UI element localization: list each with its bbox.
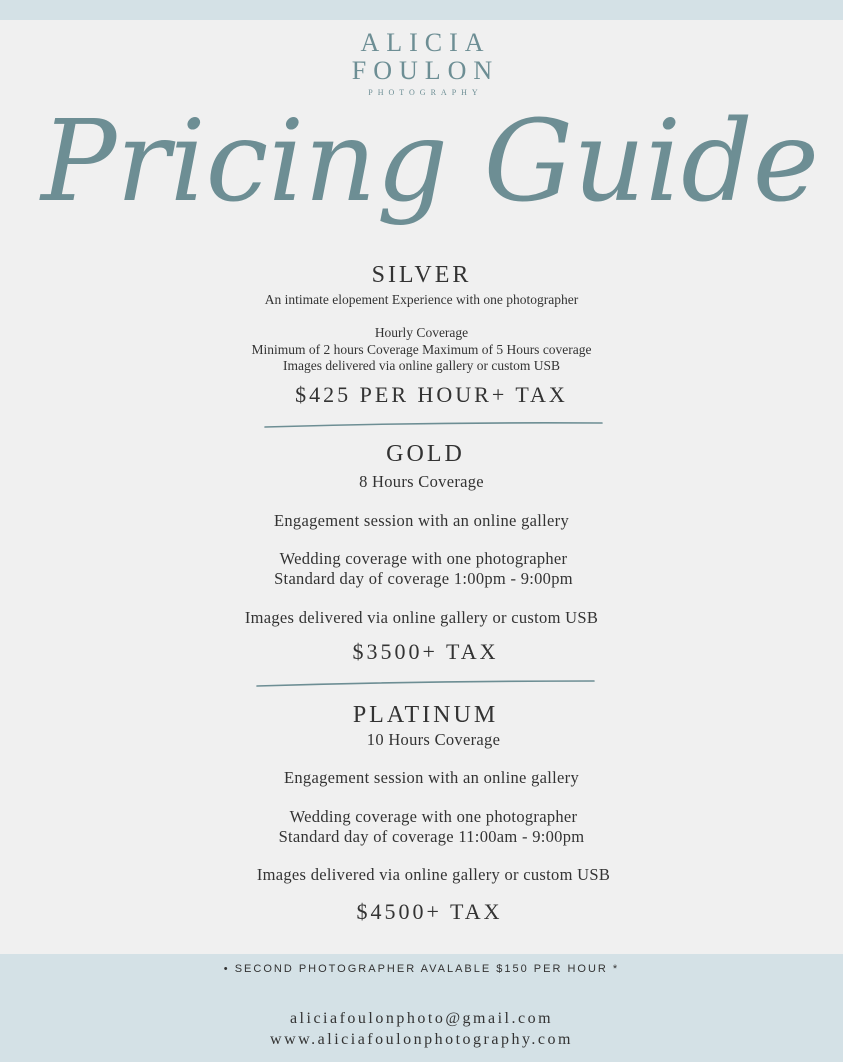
platinum-price: $4500+ TAX xyxy=(356,899,503,924)
gold-engagement: Engagement session with an online gallery xyxy=(273,511,570,530)
silver-tagline: An intimate elopement Experience with one photographer xyxy=(264,292,579,307)
silver-line-2: Minimum of 2 hours Coverage Maximum of 5 Hours coverage xyxy=(251,342,592,357)
platinum-title: PLATINUM xyxy=(352,702,499,728)
gold-price: $3500+ TAX xyxy=(352,639,499,664)
platinum-delivery: Images delivered via online gallery or custom USB xyxy=(256,865,611,884)
pricing-guide-title-text: Pricing Guide xyxy=(40,97,820,227)
platinum-coverage: 10 Hours Coverage xyxy=(366,730,501,749)
gold-standard-day: Standard day of coverage 1:00pm - 9:00pm xyxy=(274,569,573,588)
logo-line-1: ALICIA xyxy=(360,28,491,57)
contact-website[interactable]: www.aliciafoulonphotography.com xyxy=(270,1031,573,1048)
gold-delivery: Images delivered via online gallery or custom USB xyxy=(244,608,599,627)
top-band xyxy=(0,0,843,20)
gold-coverage: 8 Hours Coverage xyxy=(359,472,484,491)
contact-email[interactable]: aliciafoulonphoto@gmail.com xyxy=(289,1010,554,1027)
silver-price: $425 PER HOUR+ TAX xyxy=(295,382,568,407)
pricing-guide-title xyxy=(30,80,830,260)
platinum-wedding: Wedding coverage with one photographer xyxy=(289,807,578,826)
silver-line-3: Images delivered via online gallery or custom USB xyxy=(282,358,561,373)
divider-2 xyxy=(254,676,599,690)
gold-wedding: Wedding coverage with one photographer xyxy=(279,549,568,568)
gold-title: GOLD xyxy=(386,441,465,467)
logo-line-2: FOULON xyxy=(351,56,500,85)
logo-line-3: PHOTOGRAPHY xyxy=(368,88,483,97)
platinum-engagement: Engagement session with an online gallery xyxy=(283,768,580,787)
silver-line-1: Hourly Coverage xyxy=(374,325,469,340)
silver-title: SILVER xyxy=(371,262,472,288)
divider-1 xyxy=(262,418,607,432)
second-photographer-note: • SECOND PHOTOGRAPHER AVALABLE $150 PER HOUR * xyxy=(223,963,620,975)
platinum-standard-day: Standard day of coverage 11:00am - 9:00pm xyxy=(278,827,585,846)
